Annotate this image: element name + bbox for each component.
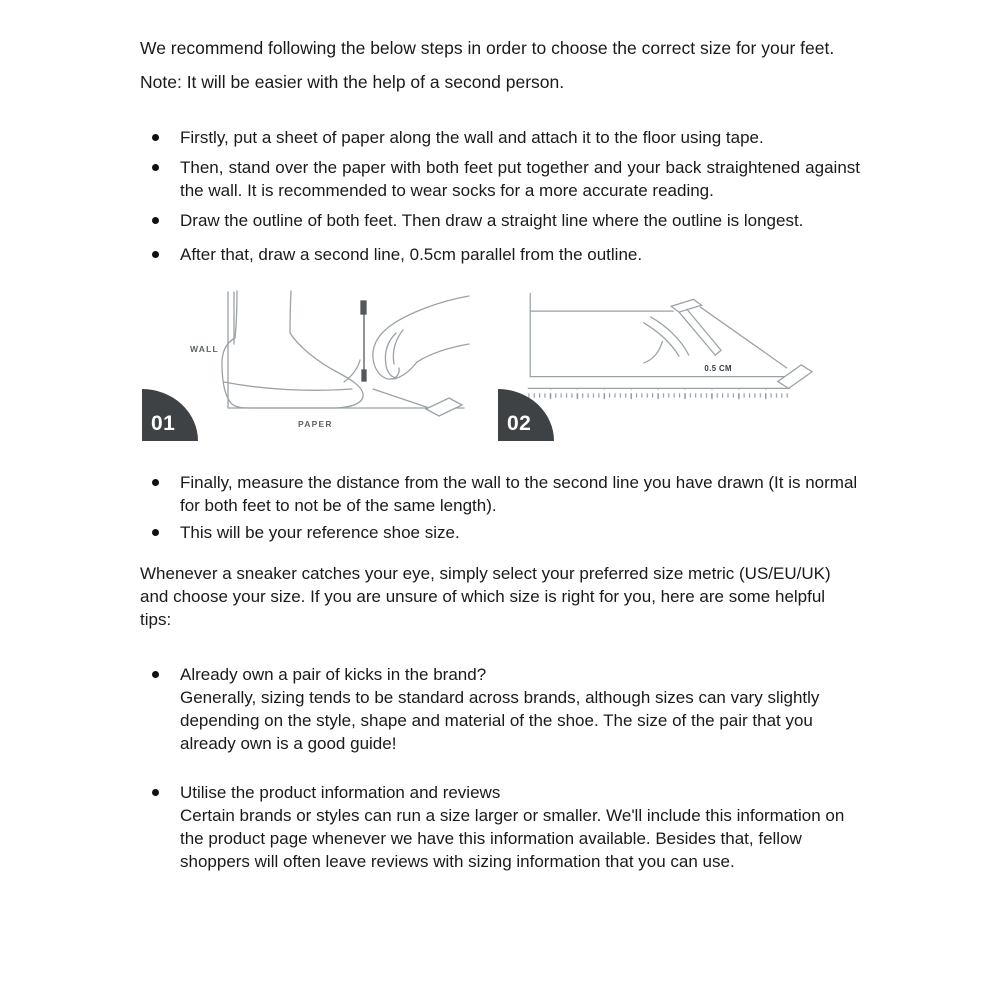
paper-ruler-illustration bbox=[496, 286, 860, 436]
paper-label: PAPER bbox=[298, 419, 333, 429]
figure-02-ruler-measure bbox=[496, 286, 860, 441]
step-item-5: Finally, measure the distance from the wall to the second line you have drawn (It is normal for both feet to not be of the same length). bbox=[140, 471, 860, 517]
measure-steps-list-2 bbox=[140, 471, 860, 544]
hand-with-pencil-lines bbox=[373, 296, 469, 379]
step-item-4: After that, draw a second line, 0.5cm parallel from the outline. bbox=[140, 243, 860, 266]
foot-outline-curves bbox=[644, 317, 689, 363]
tip-body: Generally, sizing tends to be standard across brands, although sizes can vary slightly depending on the style, shape and material of the shoe. The size of the pair that you already own is a good guide! bbox=[180, 688, 820, 753]
pencil-icon bbox=[671, 299, 721, 355]
ruler-ticks-major bbox=[528, 389, 788, 399]
tips-list bbox=[140, 663, 860, 873]
tip-item-1 bbox=[140, 663, 860, 755]
tip-title: Already own a pair of kicks in the brand? bbox=[180, 665, 487, 684]
step-item-1: Firstly, put a sheet of paper along the wall and attach it to the floor using tape. bbox=[140, 126, 860, 149]
leg-foot-outline bbox=[222, 291, 363, 408]
intro-paragraph: We recommend following the below steps in order to choose the correct size for your feet. bbox=[140, 38, 835, 58]
tip-title: Utilise the product information and reviews bbox=[180, 783, 501, 802]
figure-number-badge-02: 02 bbox=[498, 389, 554, 441]
tips-intro-paragraph: Whenever a sneaker catches your eye, simply select your preferred size metric (US/EU/UK) and choose your size. If you are unsure of which size is right for you, here are some helpful tips: bbox=[140, 564, 831, 629]
pencil-icon bbox=[361, 301, 366, 381]
wall-label: WALL bbox=[190, 344, 219, 354]
wall-lines bbox=[228, 292, 234, 408]
half-cm-label: 0.5 CM bbox=[704, 363, 732, 373]
measure-steps-list bbox=[140, 126, 860, 266]
tape-icon bbox=[426, 398, 462, 416]
figure-number-badge-01: 01 bbox=[142, 389, 198, 441]
line-to-tape bbox=[701, 307, 787, 368]
tip-item-2 bbox=[140, 781, 860, 873]
figures-row bbox=[140, 286, 860, 441]
step-item-3: Draw the outline of both feet. Then draw a straight line where the outline is longest. bbox=[140, 209, 860, 232]
paper-outline bbox=[530, 293, 788, 376]
tip-body: Certain brands or styles can run a size larger or smaller. We'll include this information on the product page whenever we have this information available. Besides that, fellow shoppers will often leave reviews with sizing information that you can use. bbox=[180, 806, 845, 871]
step-item-6: This will be your reference shoe size. bbox=[140, 521, 860, 544]
step-item-2: Then, stand over the paper with both feet put together and your back straightened against the wall. It is recommended to wear socks for a more accurate reading. bbox=[140, 156, 860, 202]
note-paragraph: Note: It will be easier with the help of a second person. bbox=[140, 72, 565, 92]
figure-01-wall-measure bbox=[140, 286, 470, 441]
